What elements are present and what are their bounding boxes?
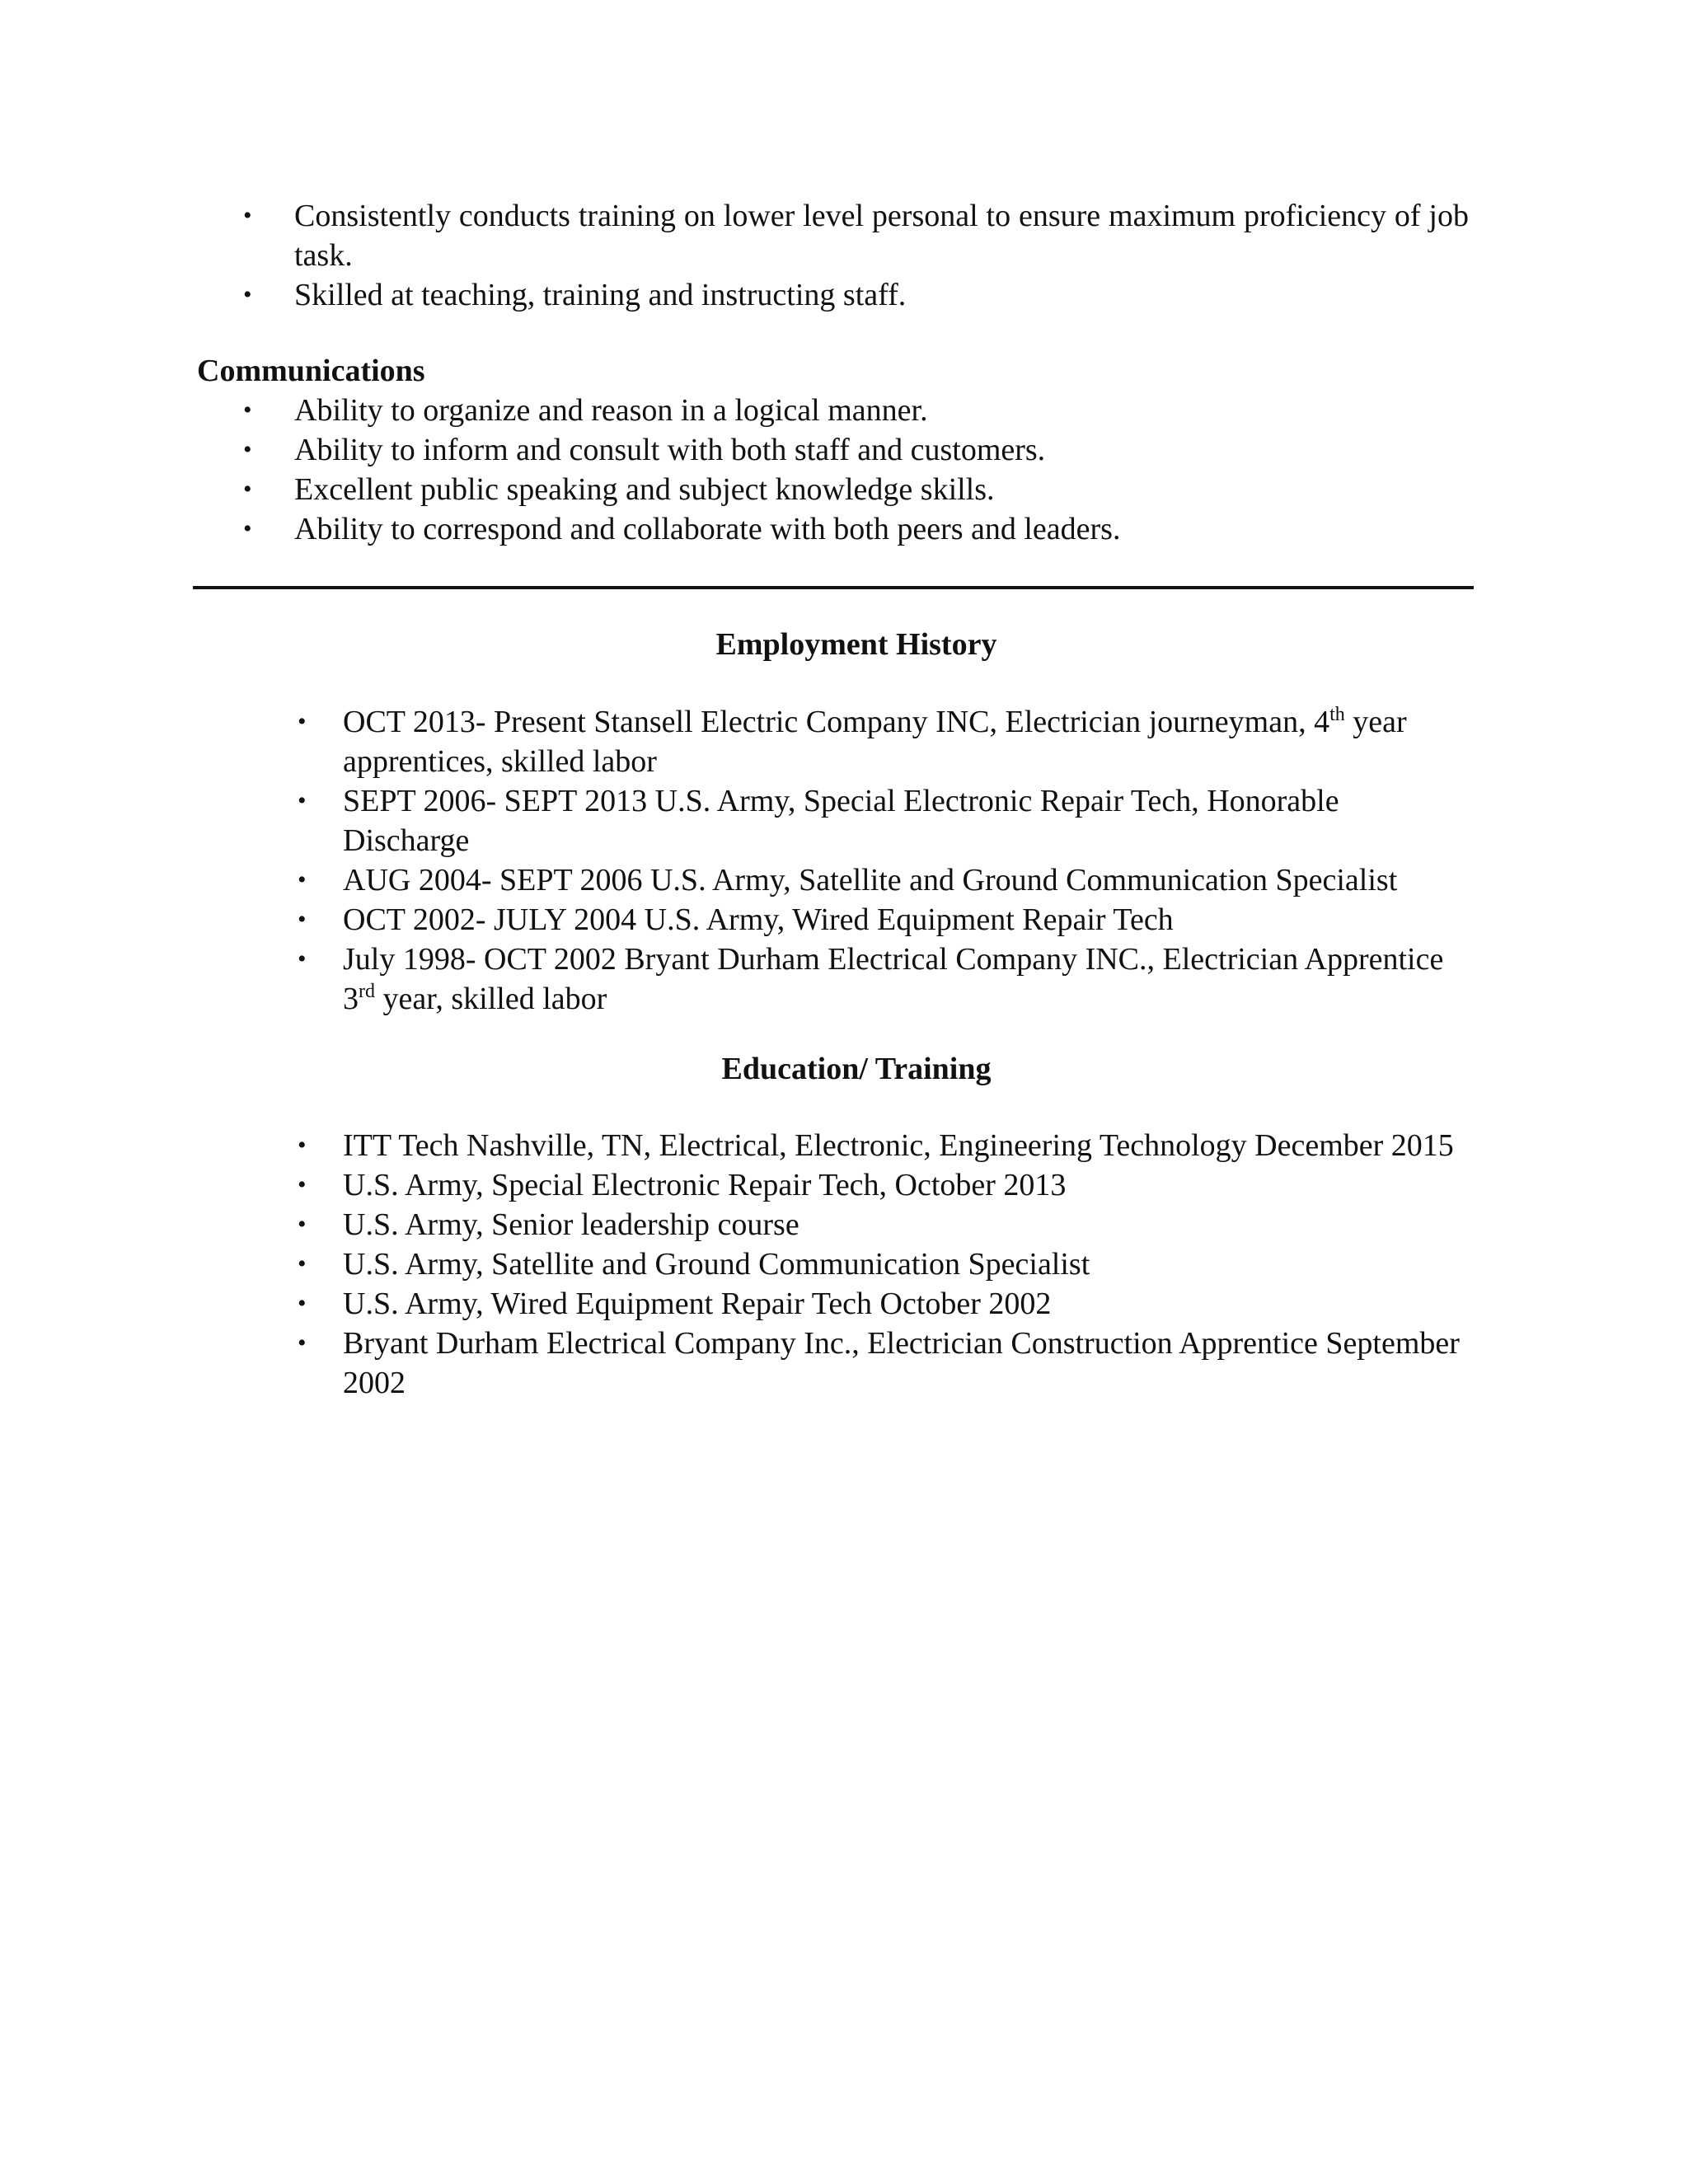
list-item (298, 1165, 1472, 1205)
list-item (298, 940, 1472, 1019)
bullet-icon: • (298, 787, 307, 814)
list-item-text: OCT 2002- JULY 2004 U.S. Army, Wired Equipment Repair Tech (343, 902, 1174, 937)
list-item-text: Excellent public speaking and subject knowledge skills. (294, 472, 995, 507)
list-item-text: U.S. Army, Special Electronic Repair Tech, October 2013 (343, 1168, 1067, 1202)
list-item (298, 1244, 1472, 1284)
list-item-text: Ability to correspond and collaborate with both peers and leaders. (294, 512, 1121, 546)
list-item (243, 275, 1469, 315)
list-item (243, 470, 1469, 509)
bullet-icon: • (243, 476, 252, 503)
list-item (298, 900, 1472, 940)
skills-list (243, 196, 1469, 315)
list-item-text: U.S. Army, Satellite and Ground Communication Specialist (343, 1247, 1090, 1282)
list-item-text: Skilled at teaching, training and instructing staff. (294, 278, 907, 312)
bullet-icon: • (298, 906, 307, 933)
list-item (298, 781, 1472, 860)
list-item (298, 702, 1472, 781)
bullet-icon: • (298, 1290, 307, 1317)
list-item-text: U.S. Army, Wired Equipment Repair Tech October 2002 (343, 1286, 1052, 1321)
ordinal-suffix: th (1329, 704, 1345, 725)
bullet-icon: • (298, 1329, 307, 1357)
list-item (298, 1324, 1472, 1403)
bullet-icon: • (298, 945, 307, 972)
education-list (298, 1126, 1472, 1403)
list-item (298, 1205, 1472, 1244)
employment-history-heading: Employment History (715, 627, 997, 662)
list-item-text: Bryant Durham Electrical Company Inc., Electrician Construction Apprentice September 2002 (343, 1326, 1460, 1400)
list-item (243, 391, 1469, 430)
bullet-icon: • (298, 1171, 307, 1198)
bullet-icon: • (298, 1211, 307, 1238)
employment-list (298, 702, 1472, 1019)
bullet-icon: • (243, 202, 252, 229)
list-item (243, 430, 1469, 470)
communications-heading: Communications (197, 354, 425, 388)
education-training-heading: Education/ Training (721, 1052, 992, 1086)
bullet-icon: • (243, 281, 252, 308)
list-item-text: Ability to inform and consult with both staff and customers. (294, 433, 1046, 467)
list-item-text: year, skilled labor (375, 982, 607, 1016)
bullet-icon: • (298, 1132, 307, 1159)
list-item (243, 509, 1469, 549)
list-item-text: AUG 2004- SEPT 2006 U.S. Army, Satellite and Ground Communication Specialist (343, 863, 1398, 898)
list-item (298, 1284, 1472, 1324)
list-item (243, 196, 1469, 275)
ordinal-suffix: rd (359, 981, 375, 1002)
list-item-text: U.S. Army, Senior leadership course (343, 1207, 799, 1242)
bullet-icon: • (243, 436, 252, 463)
bullet-icon: • (298, 866, 307, 893)
list-item-text: July 1998- OCT 2002 Bryant Durham Electrical Company INC., Electrician Apprentice 3 (343, 942, 1444, 1016)
list-item-text: SEPT 2006- SEPT 2013 U.S. Army, Special Electronic Repair Tech, Honorable Discharge (343, 784, 1339, 858)
bullet-icon: • (298, 1250, 307, 1277)
section-divider (193, 586, 1474, 589)
list-item-text: Ability to organize and reason in a logical manner. (294, 393, 928, 428)
bullet-icon: • (243, 396, 252, 424)
list-item-text: Consistently conducts training on lower level personal to ensure maximum proficiency of job task. (294, 199, 1469, 273)
bullet-icon: • (243, 515, 252, 542)
list-item (298, 860, 1472, 900)
list-item-text: OCT 2013- Present Stansell Electric Company INC, Electrician journeyman, 4 (343, 705, 1330, 739)
list-item (298, 1126, 1472, 1165)
list-item-text: year apprentices, skilled labor (343, 705, 1407, 779)
communications-list (243, 391, 1469, 549)
bullet-icon: • (298, 708, 307, 735)
list-item-text: ITT Tech Nashville, TN, Electrical, Electronic, Engineering Technology December 2015 (343, 1128, 1454, 1163)
